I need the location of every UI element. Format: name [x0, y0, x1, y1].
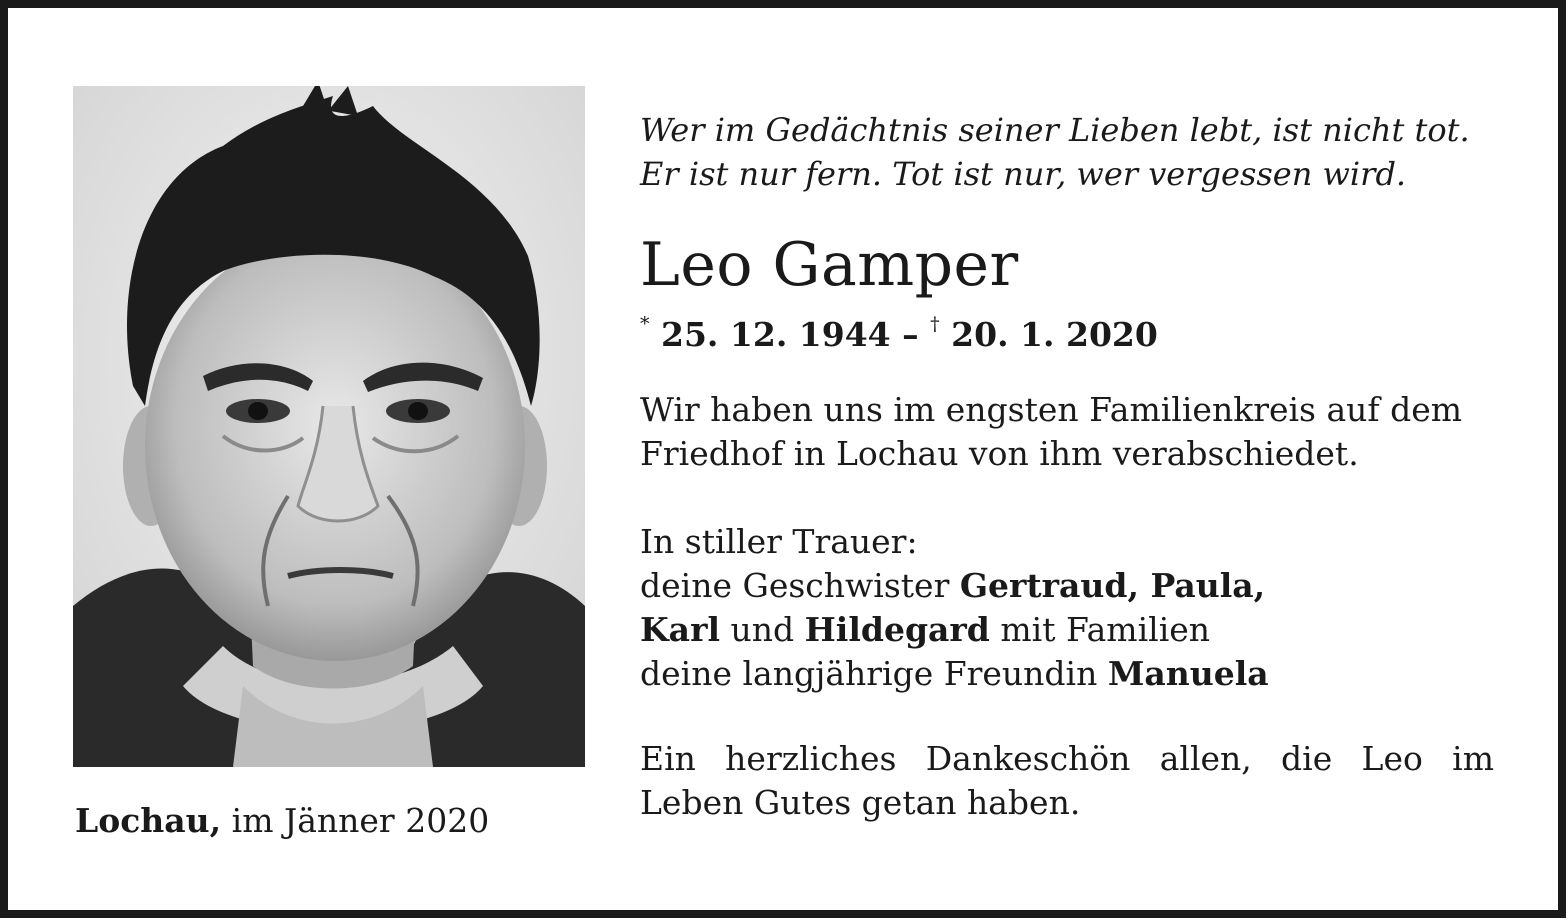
sibling-karl: Karl [640, 610, 720, 649]
date-dash: – [902, 315, 919, 354]
thanks-paragraph [640, 737, 1494, 825]
siblings-line-2 [640, 608, 1494, 652]
farewell-paragraph [640, 388, 1494, 476]
mourning-heading: In stiller Trauer: [640, 522, 918, 561]
place-date-caption [75, 797, 489, 845]
death-date: 20. 1. 2020 [951, 315, 1158, 354]
thanks-line-2: Leben Gutes getan haben. [640, 783, 1081, 822]
farewell-line-2: Friedhof in Lochau von ihm verabschiedet. [640, 434, 1359, 473]
birth-date: 25. 12. 1944 [661, 315, 891, 354]
sibling-hildegard: Hildegard [804, 610, 990, 649]
friend-line [640, 652, 1494, 696]
friend-prefix: deine langjährige Freundin [640, 654, 1108, 693]
friend-name: Manuela [1107, 654, 1269, 693]
farewell-line-1: Wir haben uns im engsten Familienkreis auf dem [640, 390, 1463, 429]
siblings-prefix: deine Geschwister [640, 566, 960, 605]
quote-line-2: Er ist nur fern. Tot ist nur, wer vergessen wird. [640, 155, 1407, 193]
caption-place: Lochau, [75, 801, 222, 840]
birth-symbol: * [640, 313, 650, 335]
death-symbol: † [930, 313, 940, 335]
thanks-line-1: Ein herzliches Dankeschön allen, die Leo im [640, 739, 1494, 778]
memorial-quote [640, 108, 1494, 196]
caption-date: im Jänner 2020 [221, 801, 490, 840]
siblings-names: Gertraud, Paula, [959, 566, 1266, 605]
portrait-photo [73, 86, 585, 767]
quote-line-1: Wer im Gedächtnis seiner Lieben lebt, ist nicht tot. [640, 111, 1470, 149]
life-dates [640, 304, 1494, 359]
with-families-text: mit Familien [989, 610, 1211, 649]
siblings-line [640, 564, 1494, 608]
mourners-list [640, 564, 1494, 696]
deceased-name: Leo Gamper [640, 230, 1019, 300]
und-text: und [720, 610, 805, 649]
